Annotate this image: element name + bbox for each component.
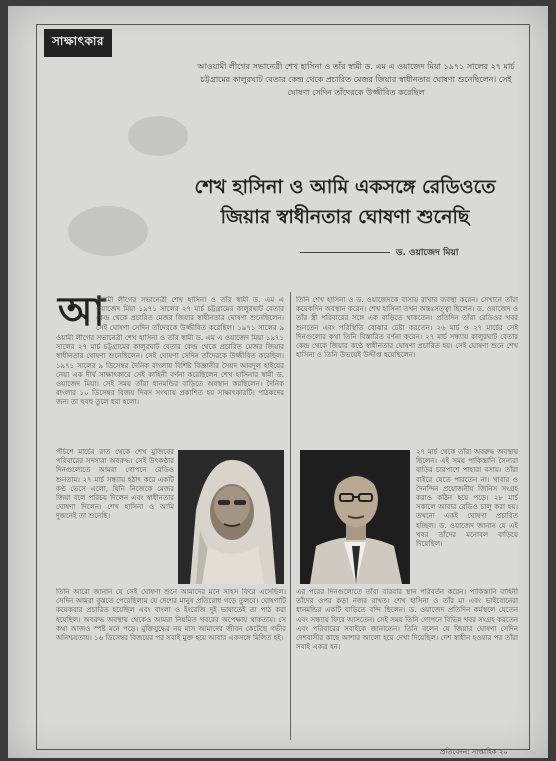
photo-sheikh-hasina — [178, 450, 284, 584]
left-column-top-text: ওয়ামী লীগের সভানেত্রী শেখ হাসিনা ও তাঁর স্বামী ড. এম এ ওয়াজেদ মিয়া ১৯৭১ সালের ২৭ মার্চ চট্টগ্রামের কালুরঘাট বেতার কেন্দ্র থেকে প্রচারিত মেজর জিয়ার স্বাধীনতার ঘোষণা শুনেছিলেন। সেই ঘোষণা সেদিন তাঁদেরকে উজ্জীবিত করেছিল। ১৯৭১ সালের ৯ — [96, 296, 284, 332]
photo-wazed-miah — [300, 450, 410, 584]
headline — [180, 172, 510, 232]
intro-text: আওয়ামী লীগের সভানেত্রী শেখ হাসিনা ও তাঁর স্বামী ড. এম এ ওয়াজেদ মিয়া ১৯৭১ সালের ২৭ মার্চ চট্টগ্রামের কালুরঘাট বেতার কেন্দ্র থেকে প্রচারিত মেজর জিয়ার স্বাধীনতার ঘোষণা শুনেছিলেন। সেই ঘোষণা সেদিন তাঁদেরকে উজ্জীবিত করেছিল — [197, 62, 515, 97]
left-column-bottom-text: তিনি আরো জানান যে সেই ঘোষণা শুনে আমাদের মনে সাহস ফিরে এসেছিল। সেদিন আমরা বুঝতে পেরেছিলাম যে দেশের মানুষ প্রতিরোধ গড়ে তুলবে। ঘোষণাটি কয়েকবার প্রচারিত হয়েছিল এবং বাংলা ও ইংরেজি দুই ভাষাতেই তা পাঠ করা হয়েছিল। অবরুদ্ধ অবস্থায় থেকেও আমরা নিয়মিত খবরের অপেক্ষায় থাকতাম। সে কথা আজও স্পষ্ট মনে পড়ে। মুক্তিযুদ্ধের নয় মাস আমাদের জীবন কেটেছে গভীর অনিশ্চয়তায়। ১৬ ডিসেম্বর বিজয়ের পর সবাই মুক্ত হয়ে আবার একসঙ্গে মিলিত হই। — [56, 588, 286, 643]
right-column-top-text: তিনি শেখ হাসিনা ও ড. ওয়াজেদকে বাসায় রাখার ব্যবস্থা করেন। সেখানে তাঁরা কয়েকদিন অবস্থান করেন। শেখ হাসিনা তখন অন্তঃসত্ত্বা ছিলেন। ড. ওয়াজেদ ও তাঁর স্ত্রী পরিবারের সঙ্গে এক বাড়িতে থাকতেন। প্রতিদিন তাঁরা রেডিওর খবর শুনতেন এবং পরিস্থিতি বোঝার চেষ্টা করতেন। ২৬ মার্চ ও ২৭ মার্চের সেই দিনগুলোর কথা তিনি বিস্তারিত বর্ণনা করেন। ২৭ মার্চ সন্ধ্যায় কালুরঘাট বেতার কেন্দ্র থেকে জিয়ার কণ্ঠে স্বাধীনতার ঘোষণা প্রচারিত হয়। সেই ঘোষণা শুনে শেখ হাসিনা ও তিনি উভয়েই উদ্দীপ্ত হয়েছিলেন। — [296, 296, 518, 360]
right-column-narrow-text: ২৭ মার্চ থেকে তাঁরা অবরুদ্ধ অবস্থায় ছিলেন। এই সময় পাকিস্তানি সৈন্যরা বাড়ির চারপাশে পাহারা বসায়। তাঁরা বাইরে যেতে পারতেন না। খাবার ও দৈনন্দিন প্রয়োজনীয় জিনিস সংগ্রহ করাও কঠিন হয়ে পড়ে। ২৮ মার্চ সকালে আবার রেডিও চালু করা হয়। তখনো একই ঘোষণা প্রচারিত হচ্ছিল। ড. ওয়াজেদ জানান যে এই খবর তাঁদের মনোবল বাড়িয়ে দিয়েছিল। — [416, 448, 518, 549]
column-divider — [290, 292, 291, 740]
portrait-man-image — [300, 450, 410, 584]
headline-line-1: শেখ হাসিনা ও আমি একসঙ্গে রেডিওতে — [194, 176, 496, 198]
page-footer: প্রতিবেদন: সাপ্তাহিক ২০ — [440, 748, 508, 756]
section-tag: সাক্ষাৎকার — [44, 29, 112, 57]
byline: ড. ওয়াজেদ মিয়া — [396, 248, 459, 258]
portrait-woman-image — [178, 450, 284, 584]
headline-line-2: জিয়ার স্বাধীনতার ঘোষণা শুনেছি — [220, 206, 470, 228]
drop-cap: আ — [58, 288, 105, 335]
left-column-text: ওয়ামী লীগের সভানেত্রী শেখ হাসিনা ও তাঁর স্বামী ড. এম এ ওয়াজেদ মিয়া ১৯৭১ সালের ২৭ মার্চ চট্টগ্রামের কালুরঘাট বেতার কেন্দ্র থেকে প্রচারিত মেজর জিয়ার স্বাধীনতার ঘোষণা শুনেছিলেন। সেই ঘোষণা সেদিন তাঁদেরকে উজ্জীবিত করেছিল। ১৯৭১ সালের ৯ ডিসেম্বর দৈনিক বাংলায় বিশিষ্ট বিজ্ঞানীর সৈয়দ আবদুল হাইয়ের নেয়া এক দীর্ঘ সাক্ষাৎকারে সেই কাহিনী বর্ণনা করেছিলেন শেখ হাসিনার স্বামী ড. ওয়াজেদ মিয়া। সেই সময় তাঁরা ধানমন্ডির বাড়িতে অবস্থান করছিলেন। দৈনিক বাংলার ১০ ডিসেম্বর বিজয় দিবস সংখ্যায় প্রকাশিত হয় সাক্ষাৎকারটি। পাঠকদের জন্য তা হুবহু তুলে ধরা হলো। — [56, 334, 284, 407]
left-column-narrow-text: পঁচিশে মার্চের রাত থেকে শেখ মুজিবের পরিবারের সদস্যরা অবরুদ্ধ। সেই উৎকণ্ঠার দিনগুলোতে আমরা গোপনে রেডিও শুনতাম। ২৭ মার্চ সন্ধ্যায় হঠাৎ করে একটি কণ্ঠ ভেসে এলো, যিনি নিজেকে মেজর জিয়া বলে পরিচয় দিলেন এবং স্বাধীনতার ঘোষণা দিলেন। শেখ হাসিনা ও আমি দুজনেই তা শুনেছি। — [56, 448, 174, 521]
byline-rule — [300, 252, 390, 253]
right-column-bottom-text: এর পরের দিনগুলোতে তাঁরা বারবার স্থান পরিবর্তন করেন। পাকিস্তানি বাহিনী তাঁদের ওপর কড়া নজর রাখত। শেখ হাসিনা ও তাঁর মা এবং ভাইবোনেরা ধানমন্ডির একটি বাড়িতে বন্দি ছিলেন। ড. ওয়াজেদ প্রতিদিন কর্মস্থলে যেতেন এবং সন্ধ্যায় ফিরে আসতেন। সেই সময় তিনি গোপনে বিভিন্ন খবর সংগ্রহ করতেন এবং পরিবারের সবাইকে জানাতেন। তিনি বলেন যে জিয়ার ঘোষণা সেদিন দেশবাসীর কাছে আশার আলো হয়ে দেখা দিয়েছিল। দেশ স্বাধীন হওয়ার পর তাঁরা সবাই একত্র হন। — [296, 588, 518, 652]
